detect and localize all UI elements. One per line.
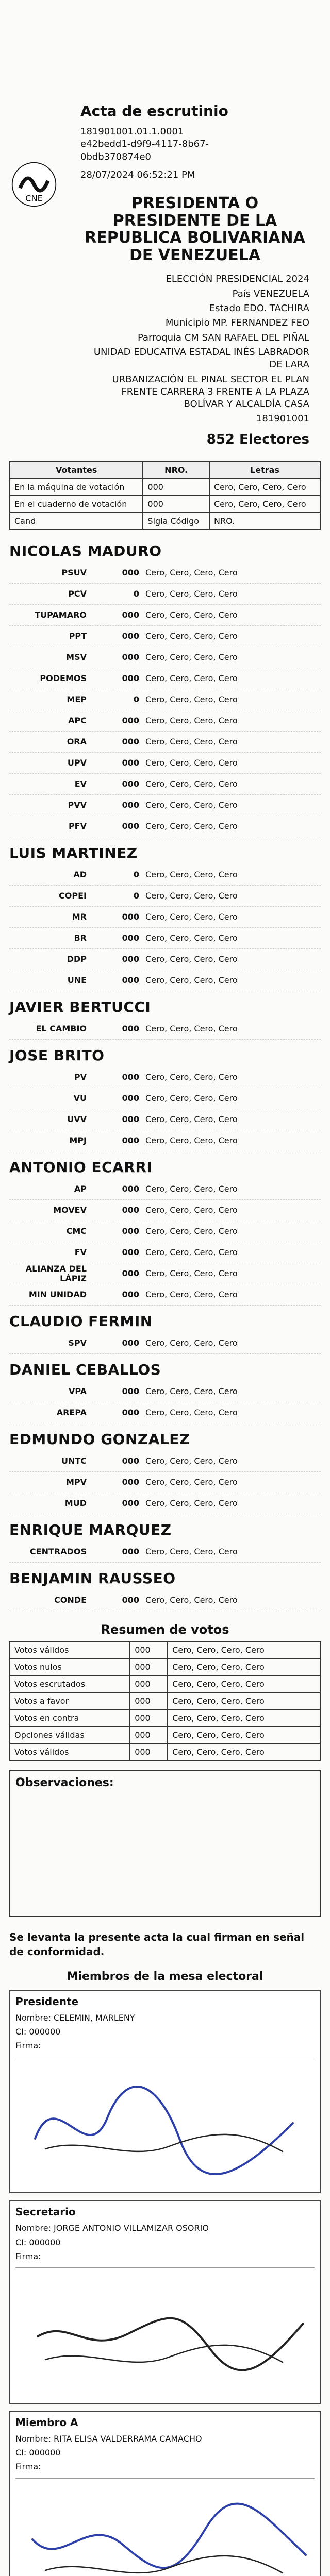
party-row xyxy=(9,1381,321,1402)
voters-row-2-letters: Cero, Cero, Cero, Cero xyxy=(209,496,320,513)
party-votes-text: Cero, Cero, Cero, Cero xyxy=(145,589,238,599)
party-row xyxy=(9,865,321,886)
voters-row-2-label: En el cuaderno de votación xyxy=(10,496,143,513)
party-votes-number: 000 xyxy=(122,1268,139,1279)
party-votes-text: Cero, Cero, Cero, Cero xyxy=(145,933,238,943)
summary-row xyxy=(10,1743,320,1760)
party-list xyxy=(9,1541,321,1563)
party-code: EL CAMBIO xyxy=(36,1024,87,1034)
candidate-name: EDMUNDO GONZALEZ xyxy=(9,1430,190,1448)
party-row xyxy=(9,626,321,647)
party-code: PVV xyxy=(68,800,87,810)
voters-row-1-letters: Cero, Cero, Cero, Cero xyxy=(209,479,320,496)
candidate-section xyxy=(9,1361,321,1423)
signature-role: Secretario xyxy=(15,2206,76,2218)
party-code: PPT xyxy=(69,631,87,641)
party-row xyxy=(9,1493,321,1514)
voters-row-3-letters: NRO. xyxy=(209,513,320,530)
party-code: COPEI xyxy=(59,891,87,901)
party-votes-text: Cero, Cero, Cero, Cero xyxy=(145,1408,238,1418)
summary-number: 000 xyxy=(130,1641,168,1658)
party-row xyxy=(9,1088,321,1109)
party-votes-number: 000 xyxy=(122,1408,139,1418)
logo-area xyxy=(9,103,71,209)
party-code: MR xyxy=(72,912,87,922)
party-code: MUD xyxy=(64,1498,87,1509)
summary-letters: Cero, Cero, Cero, Cero xyxy=(168,1675,320,1692)
signatures-container xyxy=(9,1990,321,2576)
summary-table xyxy=(9,1641,321,1761)
observations-box xyxy=(9,1770,321,1917)
candidate-section xyxy=(9,844,321,991)
party-votes-number: 000 xyxy=(122,1547,139,1557)
party-votes-number: 000 xyxy=(122,1498,139,1509)
signature-ci: CI: 000000 xyxy=(15,2448,61,2458)
party-row xyxy=(9,1333,321,1354)
party-code: CENTRADOS xyxy=(29,1547,87,1557)
summary-letters: Cero, Cero, Cero, Cero xyxy=(168,1658,320,1675)
summary-number: 000 xyxy=(130,1726,168,1743)
party-code: UNE xyxy=(67,975,87,986)
svg-text:CNE: CNE xyxy=(25,193,43,204)
party-code: AP xyxy=(74,1184,87,1194)
party-votes-text: Cero, Cero, Cero, Cero xyxy=(145,821,238,832)
summary-title: Resumen de votos xyxy=(101,1622,229,1637)
party-code: MOVEV xyxy=(53,1205,87,1215)
party-code: UNTC xyxy=(61,1456,87,1466)
party-votes-text: Cero, Cero, Cero, Cero xyxy=(145,1205,238,1215)
party-row xyxy=(9,753,321,774)
party-votes-number: 000 xyxy=(122,1136,139,1146)
summary-number: 000 xyxy=(130,1675,168,1692)
signature-meta xyxy=(15,2222,315,2262)
summary-label: Votos válidos xyxy=(10,1743,130,1760)
party-code: AD xyxy=(73,870,87,880)
party-code: PODEMOS xyxy=(40,673,87,684)
party-list xyxy=(9,1179,321,1306)
party-row xyxy=(9,710,321,732)
party-list xyxy=(9,865,321,991)
party-list xyxy=(9,1590,321,1611)
signature-underline xyxy=(45,2134,283,2151)
summary-row xyxy=(10,1709,320,1726)
party-row xyxy=(9,1242,321,1263)
document-title: Acta de escrutinio xyxy=(80,103,228,120)
candidate-name: ANTONIO ECARRI xyxy=(9,1158,153,1176)
party-votes-number: 000 xyxy=(122,716,139,726)
party-row xyxy=(9,774,321,795)
party-code: PV xyxy=(74,1072,87,1082)
party-votes-number: 000 xyxy=(122,1184,139,1194)
summary-label: Opciones válidas xyxy=(10,1726,130,1743)
center-name: UNIDAD EDUCATIVA ESTADAL INÉS LABRADOR DE LARA xyxy=(93,346,309,370)
party-votes-text: Cero, Cero, Cero, Cero xyxy=(145,737,238,747)
party-row xyxy=(9,668,321,689)
summary-letters: Cero, Cero, Cero, Cero xyxy=(168,1726,320,1743)
party-code: EV xyxy=(74,779,87,789)
center-code: 181901001 xyxy=(256,413,309,425)
candidate-section xyxy=(9,1431,321,1514)
party-code: UVV xyxy=(67,1114,87,1125)
party-row xyxy=(9,1130,321,1151)
party-votes-text: Cero, Cero, Cero, Cero xyxy=(145,1547,238,1557)
party-row xyxy=(9,795,321,816)
party-votes-number: 000 xyxy=(122,610,139,620)
candidate-name: NICOLAS MADURO xyxy=(9,542,162,560)
party-votes-text: Cero, Cero, Cero, Cero xyxy=(145,1114,238,1125)
signature-label: Firma: xyxy=(15,2251,41,2261)
header-text xyxy=(80,103,321,449)
party-row xyxy=(9,1451,321,1472)
party-code: MIN UNIDAD xyxy=(28,1290,87,1300)
members-title: Miembros de la mesa electoral xyxy=(67,1970,263,1983)
hash-line-3: 0bdb370874e0 xyxy=(80,151,151,162)
signature-ci: CI: 000000 xyxy=(15,2027,61,2037)
summary-label: Votos a favor xyxy=(10,1692,130,1709)
voters-row-3-number: Sigla Código xyxy=(143,513,209,530)
party-row xyxy=(9,689,321,710)
electors-count: 852 Electores xyxy=(206,431,309,447)
voters-row-1-number: 000 xyxy=(143,479,209,496)
party-code: MSV xyxy=(66,652,87,663)
candidate-name: CLAUDIO FERMIN xyxy=(9,1312,153,1330)
party-code: PFV xyxy=(68,821,87,832)
party-code: MEP xyxy=(67,694,87,705)
summary-label: Votos en contra xyxy=(10,1709,130,1726)
party-row xyxy=(9,970,321,991)
party-votes-text: Cero, Cero, Cero, Cero xyxy=(145,1498,238,1509)
party-code: MPV xyxy=(65,1477,87,1487)
party-votes-text: Cero, Cero, Cero, Cero xyxy=(145,1024,238,1034)
party-row xyxy=(9,1590,321,1611)
party-votes-number: 000 xyxy=(122,737,139,747)
state: Estado EDO. TACHIRA xyxy=(209,303,309,314)
candidate-name: JAVIER BERTUCCI xyxy=(9,998,151,1015)
signature-role: Presidente xyxy=(15,1995,79,2008)
party-code: CMC xyxy=(66,1226,87,1236)
party-votes-text: Cero, Cero, Cero, Cero xyxy=(145,631,238,641)
party-votes-text: Cero, Cero, Cero, Cero xyxy=(145,652,238,663)
party-votes-number: 000 xyxy=(122,1226,139,1236)
handwritten-signature-icon xyxy=(25,2061,314,2180)
party-votes-number: 000 xyxy=(122,1456,139,1466)
party-code: ORA xyxy=(67,737,87,747)
party-votes-number: 000 xyxy=(122,1386,139,1397)
party-votes-text: Cero, Cero, Cero, Cero xyxy=(145,1247,238,1258)
party-votes-number: 000 xyxy=(122,975,139,986)
signature-block xyxy=(9,1990,321,2194)
party-votes-number: 000 xyxy=(122,652,139,663)
party-votes-number: 000 xyxy=(122,1247,139,1258)
party-votes-text: Cero, Cero, Cero, Cero xyxy=(145,1184,238,1194)
party-votes-number: 000 xyxy=(122,631,139,641)
party-votes-text: Cero, Cero, Cero, Cero xyxy=(145,779,238,789)
party-list xyxy=(9,1067,321,1151)
party-code: CONDE xyxy=(54,1595,87,1605)
header-section xyxy=(9,0,321,449)
summary-row xyxy=(10,1641,320,1658)
party-votes-text: Cero, Cero, Cero, Cero xyxy=(145,568,238,578)
party-votes-text: Cero, Cero, Cero, Cero xyxy=(145,891,238,901)
party-code: PCV xyxy=(68,589,87,599)
signature-area xyxy=(15,2057,315,2186)
party-list xyxy=(9,1451,321,1514)
party-code: UPV xyxy=(67,758,87,768)
party-row xyxy=(9,886,321,907)
election-meta xyxy=(80,273,309,448)
candidate-name: LUIS MARTINEZ xyxy=(9,844,138,861)
party-votes-text: Cero, Cero, Cero, Cero xyxy=(145,1136,238,1146)
party-code: ALIANZA DEL LÁPIZ xyxy=(25,1263,87,1283)
signature-block xyxy=(9,2200,321,2404)
party-list xyxy=(9,1019,321,1040)
party-row xyxy=(9,1402,321,1423)
party-votes-text: Cero, Cero, Cero, Cero xyxy=(145,1386,238,1397)
party-votes-text: Cero, Cero, Cero, Cero xyxy=(145,758,238,768)
summary-row xyxy=(10,1692,320,1709)
signature-meta xyxy=(15,2012,315,2052)
signature-block xyxy=(9,2411,321,2576)
party-votes-number: 000 xyxy=(122,1093,139,1104)
party-list xyxy=(9,563,321,837)
party-code: DDP xyxy=(67,954,87,964)
summary-number: 000 xyxy=(130,1658,168,1675)
observations-label: Observaciones: xyxy=(15,1776,114,1789)
party-row xyxy=(9,1179,321,1200)
party-votes-number: 000 xyxy=(122,1290,139,1300)
signature-underline xyxy=(45,2345,283,2362)
signature-area xyxy=(15,2478,315,2576)
party-row xyxy=(9,1541,321,1563)
hash-line-2: e42bedd1-d9f9-4117-8b67- xyxy=(80,139,209,150)
handwritten-signature-icon xyxy=(25,2483,314,2576)
party-votes-text: Cero, Cero, Cero, Cero xyxy=(145,1595,238,1605)
candidate-section xyxy=(9,543,321,837)
party-code: BR xyxy=(74,933,87,943)
party-votes-text: Cero, Cero, Cero, Cero xyxy=(145,716,238,726)
signature-stroke xyxy=(35,2087,293,2174)
party-votes-text: Cero, Cero, Cero, Cero xyxy=(145,673,238,684)
candidate-sections xyxy=(9,543,321,1611)
summary-letters: Cero, Cero, Cero, Cero xyxy=(168,1692,320,1709)
summary-label: Votos válidos xyxy=(10,1641,130,1658)
signature-name: Nombre: JORGE ANTONIO VILLAMIZAR OSORIO xyxy=(15,2223,209,2233)
party-list xyxy=(9,1333,321,1354)
signature-label: Firma: xyxy=(15,2462,41,2472)
party-row xyxy=(9,1263,321,1284)
party-code: PSUV xyxy=(61,568,87,578)
candidate-name: DANIEL CEBALLOS xyxy=(9,1361,161,1378)
party-votes-text: Cero, Cero, Cero, Cero xyxy=(145,1226,238,1236)
party-votes-text: Cero, Cero, Cero, Cero xyxy=(145,1456,238,1466)
summary-row xyxy=(10,1726,320,1743)
summary-label: Votos nulos xyxy=(10,1658,130,1675)
parish: Parroquia CM SAN RAFAEL DEL PIÑAL xyxy=(137,332,309,343)
party-code: TUPAMARO xyxy=(35,610,87,620)
hash-line-1: 181901001.01.1.0001 xyxy=(80,126,184,138)
voters-row-1-label: En la máquina de votación xyxy=(10,479,143,496)
candidate-section xyxy=(9,1313,321,1354)
party-votes-number: 0 xyxy=(133,694,139,705)
party-code: APC xyxy=(68,716,87,726)
party-code: VPA xyxy=(68,1386,87,1397)
party-row xyxy=(9,647,321,668)
signature-ci: CI: 000000 xyxy=(15,2237,61,2247)
party-votes-number: 000 xyxy=(122,673,139,684)
party-row xyxy=(9,605,321,626)
signature-area xyxy=(15,2267,315,2397)
party-votes-number: 000 xyxy=(122,954,139,964)
party-votes-number: 000 xyxy=(122,1205,139,1215)
party-row xyxy=(9,1221,321,1242)
voters-table xyxy=(9,461,321,530)
municipality: Municipio MP. FERNANDEZ FEO xyxy=(165,317,309,329)
party-code: MPJ xyxy=(69,1136,87,1146)
summary-number: 000 xyxy=(130,1743,168,1760)
document-date: 28/07/2024 06:52:21 PM xyxy=(80,170,195,181)
party-row xyxy=(9,584,321,605)
party-votes-number: 000 xyxy=(122,821,139,832)
summary-letters: Cero, Cero, Cero, Cero xyxy=(168,1709,320,1726)
election-title: PRESIDENTA O PRESIDENTE DE LA REPUBLICA BOLIVARIANA DE VENEZUELA xyxy=(85,194,305,264)
voters-header-number: NRO. xyxy=(143,462,209,479)
party-votes-number: 0 xyxy=(133,589,139,599)
signature-stroke xyxy=(38,2318,303,2370)
voters-row-3-label: Cand xyxy=(10,513,143,530)
candidate-section xyxy=(9,998,321,1040)
party-votes-text: Cero, Cero, Cero, Cero xyxy=(145,800,238,810)
summary-number: 000 xyxy=(130,1692,168,1709)
party-code: AREPA xyxy=(56,1408,87,1418)
signature-role: Miembro A xyxy=(15,2416,78,2429)
party-votes-text: Cero, Cero, Cero, Cero xyxy=(145,1072,238,1082)
party-votes-text: Cero, Cero, Cero, Cero xyxy=(145,1268,238,1279)
signature-label: Firma: xyxy=(15,2041,41,2051)
party-votes-number: 000 xyxy=(122,1595,139,1605)
party-row xyxy=(9,816,321,837)
party-votes-number: 000 xyxy=(122,1024,139,1034)
party-row xyxy=(9,1019,321,1040)
party-row xyxy=(9,1284,321,1306)
signature-name: Nombre: CELEMIN, MARLENY xyxy=(15,2012,135,2023)
party-row xyxy=(9,1067,321,1088)
party-row xyxy=(9,563,321,584)
cne-logo-icon xyxy=(9,160,59,209)
party-votes-text: Cero, Cero, Cero, Cero xyxy=(145,954,238,964)
summary-letters: Cero, Cero, Cero, Cero xyxy=(168,1641,320,1658)
country: País VENEZUELA xyxy=(232,288,309,299)
party-row xyxy=(9,1109,321,1130)
party-row xyxy=(9,949,321,970)
party-votes-text: Cero, Cero, Cero, Cero xyxy=(145,694,238,705)
party-row xyxy=(9,732,321,753)
voters-row-2-number: 000 xyxy=(143,496,209,513)
party-votes-text: Cero, Cero, Cero, Cero xyxy=(145,870,238,880)
party-votes-text: Cero, Cero, Cero, Cero xyxy=(145,1290,238,1300)
party-code: VU xyxy=(73,1093,87,1104)
party-votes-number: 000 xyxy=(122,758,139,768)
candidate-section xyxy=(9,1047,321,1151)
center-address: URBANIZACIÓN EL PINAL SECTOR EL PLAN FRENTE CARRERA 3 FRENTE A LA PLAZA BOLÍVAR Y ALCALDÍA CASA xyxy=(112,374,309,410)
party-votes-number: 000 xyxy=(122,933,139,943)
candidate-name: BENJAMIN RAUSSEO xyxy=(9,1569,176,1587)
handwritten-signature-icon xyxy=(25,2272,314,2391)
summary-letters: Cero, Cero, Cero, Cero xyxy=(168,1743,320,1760)
voters-header-label: Votantes xyxy=(10,462,143,479)
summary-label: Votos escrutados xyxy=(10,1675,130,1692)
party-votes-number: 0 xyxy=(133,891,139,901)
party-votes-number: 000 xyxy=(122,912,139,922)
party-votes-text: Cero, Cero, Cero, Cero xyxy=(145,1093,238,1104)
election-name: ELECCIÓN PRESIDENCIAL 2024 xyxy=(166,274,309,285)
party-votes-text: Cero, Cero, Cero, Cero xyxy=(145,975,238,986)
candidate-section xyxy=(9,1521,321,1563)
document-hash xyxy=(80,126,309,163)
party-list xyxy=(9,1381,321,1423)
candidate-section xyxy=(9,1159,321,1306)
party-votes-text: Cero, Cero, Cero, Cero xyxy=(145,1338,238,1348)
party-row xyxy=(9,907,321,928)
party-votes-text: Cero, Cero, Cero, Cero xyxy=(145,610,238,620)
voters-section xyxy=(9,461,321,530)
party-votes-number: 000 xyxy=(122,800,139,810)
party-code: SPV xyxy=(68,1338,87,1348)
party-votes-number: 0 xyxy=(133,870,139,880)
summary-number: 000 xyxy=(130,1709,168,1726)
party-votes-number: 000 xyxy=(122,568,139,578)
signature-meta xyxy=(15,2433,315,2473)
candidate-section xyxy=(9,1570,321,1611)
voters-header-letters: Letras xyxy=(209,462,320,479)
party-votes-text: Cero, Cero, Cero, Cero xyxy=(145,1477,238,1487)
candidate-name: JOSE BRITO xyxy=(9,1046,105,1064)
signature-underline xyxy=(45,2555,283,2572)
party-code: FV xyxy=(74,1247,87,1258)
summary-row xyxy=(10,1675,320,1692)
party-row xyxy=(9,1200,321,1221)
party-votes-number: 000 xyxy=(122,1477,139,1487)
signature-name: Nombre: RITA ELISA VALDERRAMA CAMACHO xyxy=(15,2433,202,2444)
party-votes-number: 000 xyxy=(122,1072,139,1082)
conformity-note: Se levanta la presente acta la cual firman en señal de conformidad. xyxy=(9,1930,305,1958)
signature-stroke xyxy=(32,2503,306,2568)
party-votes-number: 000 xyxy=(122,1114,139,1125)
summary-row xyxy=(10,1658,320,1675)
party-row xyxy=(9,1472,321,1493)
party-row xyxy=(9,928,321,949)
candidate-name: ENRIQUE MARQUEZ xyxy=(9,1521,172,1538)
party-votes-text: Cero, Cero, Cero, Cero xyxy=(145,912,238,922)
party-votes-number: 000 xyxy=(122,779,139,789)
party-votes-number: 000 xyxy=(122,1338,139,1348)
